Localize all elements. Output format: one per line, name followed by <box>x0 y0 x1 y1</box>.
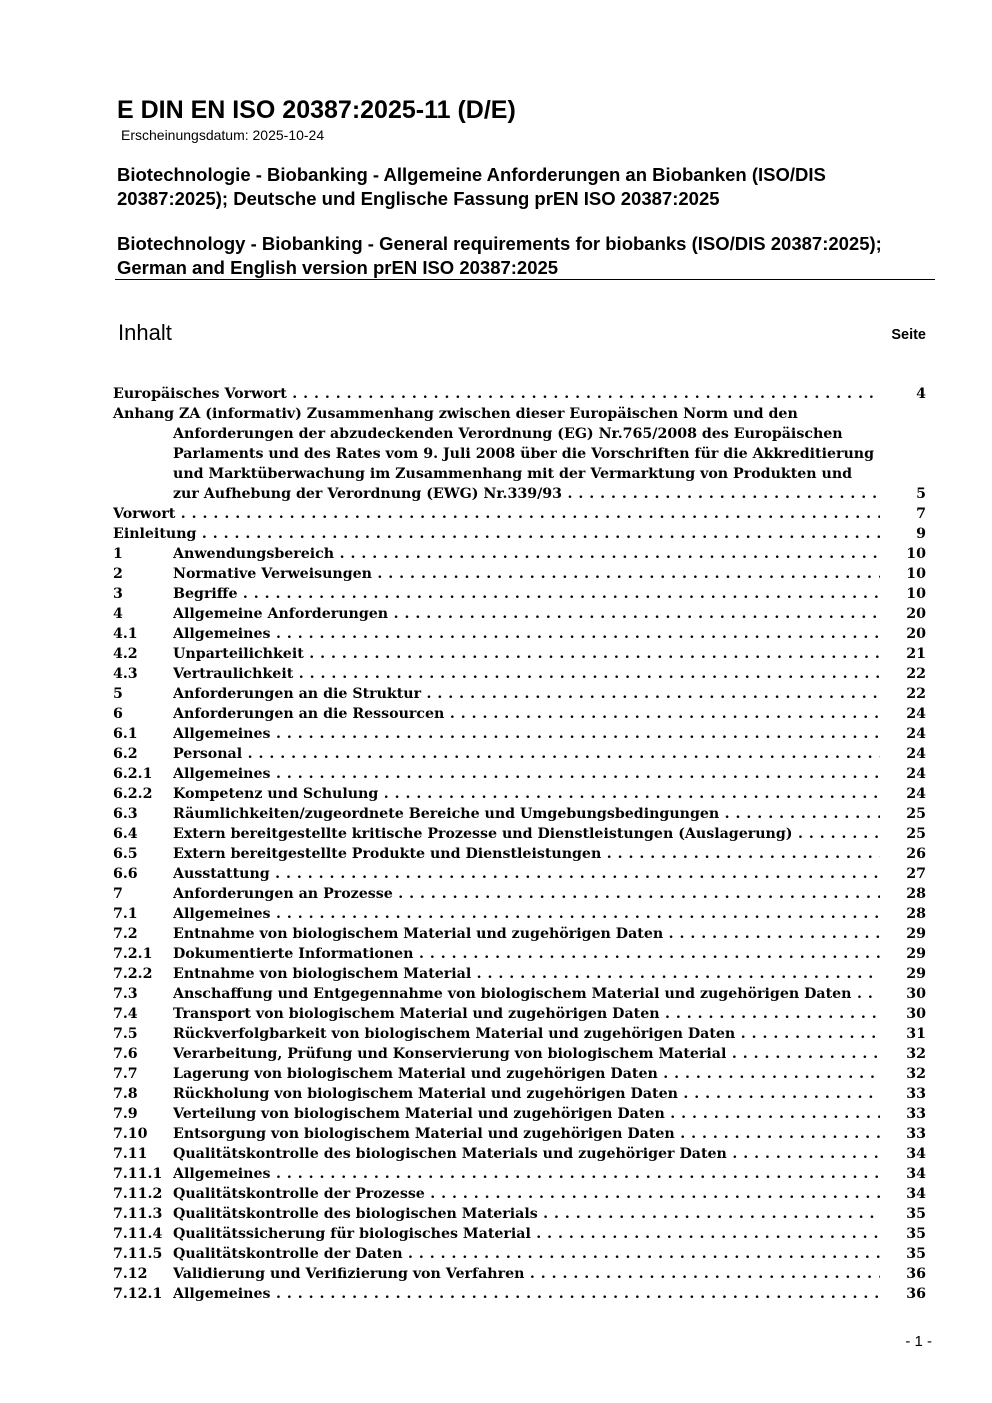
toc-entry-title: Normative Verweisungen . . . <box>173 564 880 584</box>
toc-entry[interactable] <box>113 724 926 744</box>
toc-entry-number: 7.2 <box>113 926 138 942</box>
toc-entry-page: 24 <box>906 706 926 722</box>
toc-entry[interactable] <box>113 644 926 664</box>
toc-entry[interactable] <box>113 784 926 804</box>
toc-entry-number: 7.7 <box>113 1066 138 1082</box>
toc-entry-page: 25 <box>906 806 926 822</box>
toc-entry-page: 9 <box>916 526 926 542</box>
toc-entry-title: Lagerung von biologischem Material und zugehörigen Daten . . . <box>173 1064 880 1084</box>
toc-entry-page: 4 <box>916 386 926 402</box>
toc-entry-page: 33 <box>906 1126 926 1142</box>
toc-entry-title: Europäisches Vorwort . . . <box>113 384 880 404</box>
toc-entry-title: Einleitung . . . <box>113 524 880 544</box>
toc-entry-title: Personal . . . <box>173 744 880 764</box>
toc-entry[interactable] <box>113 604 926 624</box>
toc-entry-number: 7.1 <box>113 906 138 922</box>
toc-entry-number: 7.2.2 <box>113 966 153 982</box>
toc-entry-title: Entnahme von biologischem Material und zugehörigen Daten . . . <box>173 924 880 944</box>
toc-entry-title: Anwendungsbereich . . . <box>173 544 880 564</box>
toc-entry[interactable] <box>113 504 926 524</box>
toc-entry-number: 6 <box>113 706 123 722</box>
document-id: E DIN EN ISO 20387:2025-11 (D/E) <box>117 96 516 124</box>
toc-entry[interactable] <box>113 524 926 544</box>
toc-entry-title: Qualitätskontrolle der Daten . . . <box>173 1244 880 1264</box>
toc-entry[interactable] <box>113 564 926 584</box>
toc-entry-page: 10 <box>906 546 926 562</box>
toc-entry-page: 32 <box>906 1066 926 1082</box>
toc-entry-title: Unparteilichkeit . . . <box>173 644 880 664</box>
toc-entry-number: 7.8 <box>113 1086 138 1102</box>
toc-entry-title: Qualitätskontrolle des biologischen Materials und zugehöriger Daten . . . <box>173 1144 880 1164</box>
toc-entry-number: 7.10 <box>113 1126 148 1142</box>
toc-entry-number: 7.3 <box>113 986 138 1002</box>
toc-entry-title: Anschaffung und Entgegennahme von biologischem Material und zugehörigen Daten . . . <box>173 984 880 1004</box>
toc-entry-page: 7 <box>916 506 926 522</box>
toc-entry-title: Dokumentierte Informationen . . . <box>173 944 880 964</box>
toc-entry-title: Allgemeine Anforderungen . . . <box>173 604 880 624</box>
toc-entry-title: Qualitätssicherung für biologisches Material . . . <box>173 1224 880 1244</box>
toc-entry-number: 6.2.2 <box>113 786 153 802</box>
toc-annex-line: Anhang ZA (informativ) Zusammenhang zwischen dieser Europäischen Norm und den <box>113 406 798 422</box>
toc-entry[interactable] <box>113 984 926 1004</box>
toc-entry-number: 4.1 <box>113 626 138 642</box>
toc-entry-title: Allgemeines . . . <box>173 764 880 784</box>
toc-entry[interactable] <box>113 1124 926 1144</box>
toc-annex-line: und Marktüberwachung im Zusammenhang mit der Vermarktung von Produkten und <box>173 466 853 482</box>
toc-entry-title: Rückholung von biologischem Material und zugehörigen Daten . . . <box>173 1084 880 1104</box>
toc-entry-number: 7.5 <box>113 1026 138 1042</box>
toc-entry-page: 34 <box>906 1186 926 1202</box>
toc-entry-title: Kompetenz und Schulung . . . <box>173 784 880 804</box>
toc-entry[interactable] <box>113 744 926 764</box>
toc-entry[interactable] <box>113 384 926 404</box>
toc-entry-page: 35 <box>906 1206 926 1222</box>
toc-entry-title: Extern bereitgestellte kritische Prozesse und Dienstleistungen (Auslagerung) . . . <box>173 824 880 844</box>
toc-entry[interactable] <box>113 1004 926 1024</box>
toc-heading: Inhalt <box>118 320 172 345</box>
toc-entry[interactable] <box>113 664 926 684</box>
toc-entry-title: Anforderungen an die Struktur . . . <box>173 684 880 704</box>
toc-entry[interactable] <box>113 544 926 564</box>
toc-entry-page: 24 <box>906 766 926 782</box>
toc-entry-number: 6.4 <box>113 826 138 842</box>
toc-entry[interactable] <box>113 1244 926 1264</box>
toc-entry-page: 30 <box>906 986 926 1002</box>
toc-entry-title: Ausstattung . . . <box>173 864 880 884</box>
toc-entry[interactable] <box>113 684 926 704</box>
toc-entry-number: 6.1 <box>113 726 138 742</box>
toc-entry-page: 10 <box>906 586 926 602</box>
toc-entry-page: 10 <box>906 566 926 582</box>
toc-entry[interactable] <box>113 824 926 844</box>
toc-entry-page: 28 <box>906 906 926 922</box>
toc-entry-title: Rückverfolgbarkeit von biologischem Material und zugehörigen Daten . . . <box>173 1024 880 1044</box>
toc-entry[interactable] <box>113 964 926 984</box>
toc-entry-number: 7.12 <box>113 1266 148 1282</box>
toc-entry-page: 30 <box>906 1006 926 1022</box>
toc-entry[interactable] <box>113 1104 926 1124</box>
toc-entry-page: 33 <box>906 1086 926 1102</box>
toc-entry-page: 24 <box>906 726 926 742</box>
title-english: Biotechnology - Biobanking - General requirements for biobanks (ISO/DIS 20387:2025); German and English version prEN ISO 20387:2025 <box>117 233 882 278</box>
toc-entry-title: Vorwort . . . <box>113 504 880 524</box>
toc-entry[interactable] <box>113 1284 926 1304</box>
toc-entry[interactable] <box>113 804 926 824</box>
toc-entry-number: 6.5 <box>113 846 138 862</box>
toc-entry-title: Entnahme von biologischem Material . . . <box>173 964 880 984</box>
toc-entry[interactable] <box>113 584 926 604</box>
toc-entry-number: 7.11.4 <box>113 1226 163 1242</box>
toc-entry-number: 6.6 <box>113 866 138 882</box>
toc-entry-page: 31 <box>906 1026 926 1042</box>
toc-entry[interactable] <box>113 864 926 884</box>
toc-entry-number: 7.11.3 <box>113 1206 163 1222</box>
toc-entry-page: 36 <box>906 1286 926 1302</box>
toc-entry-number: 7.11.2 <box>113 1186 163 1202</box>
toc-entry-title: Vertraulichkeit . . . <box>173 664 880 684</box>
header-divider <box>115 279 935 280</box>
toc-entry-page: 22 <box>906 686 926 702</box>
toc-entry-number: 7.11.5 <box>113 1246 163 1262</box>
toc-entry-title: Entsorgung von biologischem Material und zugehörigen Daten . . . <box>173 1124 880 1144</box>
toc-entry-title: Transport von biologischem Material und zugehörigen Daten . . . <box>173 1004 880 1024</box>
toc-entry-title: Allgemeines . . . <box>173 1164 880 1184</box>
toc-entry-title: Verteilung von biologischem Material und zugehörigen Daten . . . <box>173 1104 880 1124</box>
toc-entry[interactable] <box>113 1024 926 1044</box>
toc-entry-page: 22 <box>906 666 926 682</box>
toc-entry-title: Begriffe . . . <box>173 584 880 604</box>
toc-entry-page: 35 <box>906 1226 926 1242</box>
toc-entry-number: 6.3 <box>113 806 138 822</box>
toc-entry-page: 24 <box>906 746 926 762</box>
toc-annex-line: Parlaments und des Rates vom 9. Juli 2008 über die Vorschriften für die Akkreditierung <box>173 446 875 462</box>
toc-entry-page: 34 <box>906 1146 926 1162</box>
toc-entry-page: 36 <box>906 1266 926 1282</box>
toc-entry-title: Extern bereitgestellte Produkte und Dienstleistungen . . . <box>173 844 880 864</box>
toc-entry-title: Allgemeines . . . <box>173 624 880 644</box>
publication-date: Erscheinungsdatum: 2025-10-24 <box>121 127 325 143</box>
table-of-contents <box>113 384 926 1304</box>
toc-entry-number: 7.12.1 <box>113 1286 163 1302</box>
toc-entry[interactable] <box>113 1264 926 1284</box>
toc-entry-title: Allgemeines . . . <box>173 1284 880 1304</box>
toc-entry-number: 6.2.1 <box>113 766 153 782</box>
toc-entry[interactable] <box>113 1204 926 1224</box>
toc-entry-page: 28 <box>906 886 926 902</box>
toc-entry-page: 29 <box>906 966 926 982</box>
toc-entry-number: 7.11 <box>113 1146 148 1162</box>
toc-entry-number: 7 <box>113 886 123 902</box>
toc-annex-line: Anforderungen der abzudeckenden Verordnung (EG) Nr.765/2008 des Europäischen <box>173 426 843 442</box>
toc-entry-page: 29 <box>906 946 926 962</box>
toc-entry-title: Anforderungen an die Ressourcen . . . <box>173 704 880 724</box>
toc-entry-title: Anforderungen an Prozesse . . . <box>173 884 880 904</box>
toc-entry-page: 35 <box>906 1246 926 1262</box>
toc-entry-number: 4.2 <box>113 646 138 662</box>
toc-entry-number: 1 <box>113 546 123 562</box>
toc-entry-number: 6.2 <box>113 746 138 762</box>
toc-entry[interactable] <box>113 1144 926 1164</box>
title-german: Biotechnologie - Biobanking - Allgemeine Anforderungen an Biobanken (ISO/DIS 20387:2025); Deutsche und Englische Fassung prEN ISO 20387:2025 <box>117 164 826 209</box>
toc-entry-title: Qualitätskontrolle des biologischen Materials . . . <box>173 1204 880 1224</box>
toc-entry[interactable] <box>113 844 926 864</box>
toc-entry-number: 7.11.1 <box>113 1166 163 1182</box>
toc-entry[interactable] <box>113 884 926 904</box>
toc-entry-number: 2 <box>113 566 123 582</box>
toc-entry-page: 26 <box>906 846 926 862</box>
toc-entry-page: 25 <box>906 826 926 842</box>
toc-entry[interactable] <box>113 904 926 924</box>
toc-entry-page: 5 <box>916 486 926 502</box>
toc-entry[interactable] <box>113 1044 926 1064</box>
toc-annex-line: zur Aufhebung der Verordnung (EWG) Nr.339/93 . . . <box>173 484 880 504</box>
toc-entry[interactable] <box>113 764 926 784</box>
toc-entry-page: 21 <box>906 646 926 662</box>
toc-entry-number: 3 <box>113 586 123 602</box>
toc-entry-title: Qualitätskontrolle der Prozesse . . . <box>173 1184 880 1204</box>
toc-entry-number: 7.9 <box>113 1106 138 1122</box>
toc-entry-title: Verarbeitung, Prüfung und Konservierung von biologischem Material . . . <box>173 1044 880 1064</box>
toc-entry-page: 33 <box>906 1106 926 1122</box>
toc-entry-number: 4 <box>113 606 123 622</box>
toc-entry-page: 24 <box>906 786 926 802</box>
toc-entry-page: 32 <box>906 1046 926 1062</box>
toc-entry-number: 7.6 <box>113 1046 138 1062</box>
toc-entry-page: 27 <box>906 866 926 882</box>
toc-entry-page: 34 <box>906 1166 926 1182</box>
toc-entry[interactable] <box>113 1064 926 1084</box>
toc-entry[interactable] <box>113 1184 926 1204</box>
toc-entry-title: Validierung und Verifizierung von Verfahren . . . <box>173 1264 880 1284</box>
page-number: - 1 - <box>905 1333 932 1350</box>
toc-entry[interactable] <box>113 1084 926 1104</box>
toc-entry-title: Räumlichkeiten/zugeordnete Bereiche und Umgebungsbedingungen . . . <box>173 804 880 824</box>
toc-entry[interactable] <box>113 924 926 944</box>
toc-entry-number: 4.3 <box>113 666 138 682</box>
toc-entry-number: 7.2.1 <box>113 946 153 962</box>
toc-entry-annex-za[interactable] <box>113 404 926 504</box>
toc-entry[interactable] <box>113 944 926 964</box>
toc-entry-number: 7.4 <box>113 1006 138 1022</box>
toc-entry-page: 20 <box>906 626 926 642</box>
toc-entry-title: Allgemeines . . . <box>173 724 880 744</box>
toc-entry[interactable] <box>113 1164 926 1184</box>
toc-page-column-label: Seite <box>891 327 926 343</box>
toc-entry[interactable] <box>113 1224 926 1244</box>
toc-entry-title: Allgemeines . . . <box>173 904 880 924</box>
toc-entry[interactable] <box>113 704 926 724</box>
toc-entry-number: 5 <box>113 686 123 702</box>
toc-entry-page: 29 <box>906 926 926 942</box>
toc-entry-page: 20 <box>906 606 926 622</box>
toc-entry[interactable] <box>113 624 926 644</box>
